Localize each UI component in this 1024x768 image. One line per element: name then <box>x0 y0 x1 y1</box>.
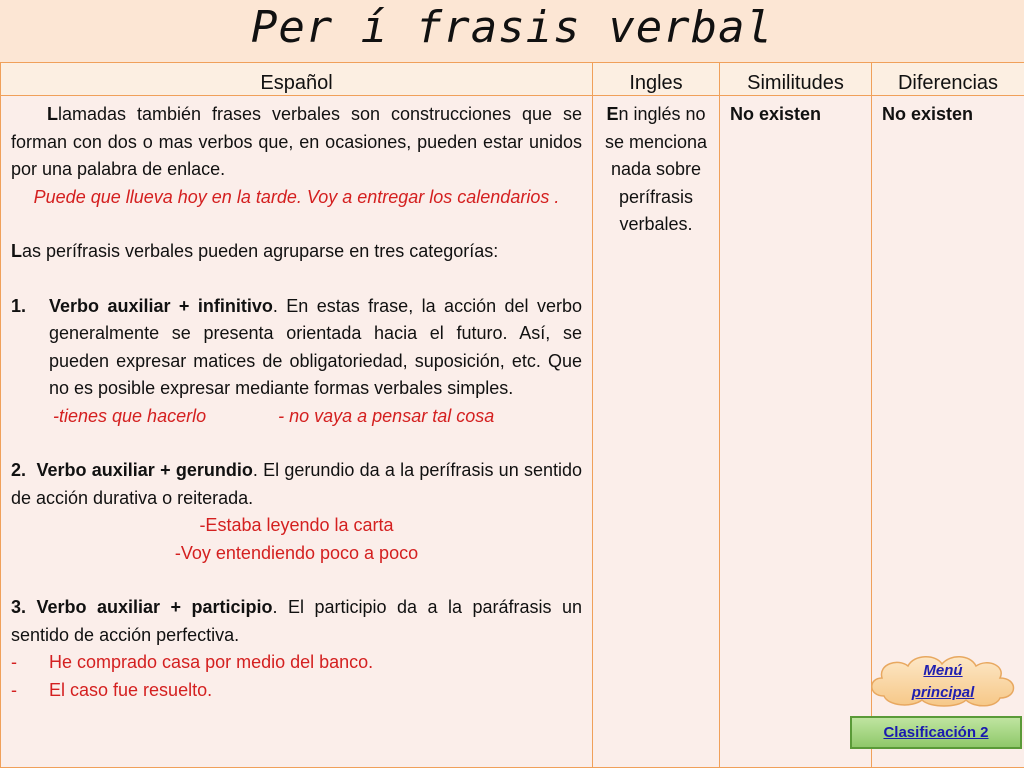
header-espanol: Español <box>1 63 593 96</box>
categories-intro: Las perífrasis verbales pueden agruparse en tres categorías: <box>11 241 499 261</box>
category-1: 1. Verbo auxiliar + infinitivo. En estas frase, la acción del verbo generalmente se presenta orientada hacia el futuro. Así, se pueden expresar matices de obligatoriedad, suposición, etc. Que no es posible expresar mediante formas verbales simples. <box>11 295 582 398</box>
cell-similitudes: No existen <box>720 96 872 768</box>
header-ingles: Ingles <box>593 63 720 96</box>
cell-espanol <box>1 96 593 768</box>
header-similitudes: Similitudes <box>720 63 872 96</box>
category-2-example-b: -Voy entendiendo poco a poco <box>174 542 419 563</box>
slide-title: Per í frasis verbal <box>250 2 774 53</box>
category-2: 2. Verbo auxiliar + gerundio. El gerundio da a la perífrasis un sentido de acción durativa o reiterada. <box>11 460 582 508</box>
definition-paragraph: Llamadas también frases verbales son construcciones que se forman con dos o mas verbos que, en ocasiones, pueden estar unidos por una palabra de enlace. <box>11 104 582 179</box>
category-3-example-a: - He comprado casa por medio del banco. <box>11 652 374 672</box>
clasificacion-2-button[interactable]: Clasificación 2 <box>850 716 1022 749</box>
title-bar <box>0 0 1024 62</box>
category-1-examples: -tienes que hacerlo - no vaya a pensar tal cosa <box>53 405 495 426</box>
menu-principal-label: Menú principal <box>911 662 975 701</box>
category-2-example-a: -Estaba leyendo la carta <box>199 515 394 535</box>
category-3: 3. Verbo auxiliar + participio. El participio da a la paráfrasis un sentido de acción perfectiva. <box>11 597 582 645</box>
header-row <box>1 63 1024 96</box>
header-diferencias: Diferencias <box>872 63 1024 96</box>
cell-diferencias: No existen <box>872 96 1024 768</box>
example-sentence: Puede que llueva hoy en la tarde. Voy a entregar los calendarios . <box>33 186 560 207</box>
cell-ingles: En inglés no se menciona nada sobre perífrasis verbales. <box>593 96 720 768</box>
menu-principal-button[interactable] <box>866 652 1020 708</box>
category-3-example-b: - El caso fue resuelto. <box>11 679 213 700</box>
